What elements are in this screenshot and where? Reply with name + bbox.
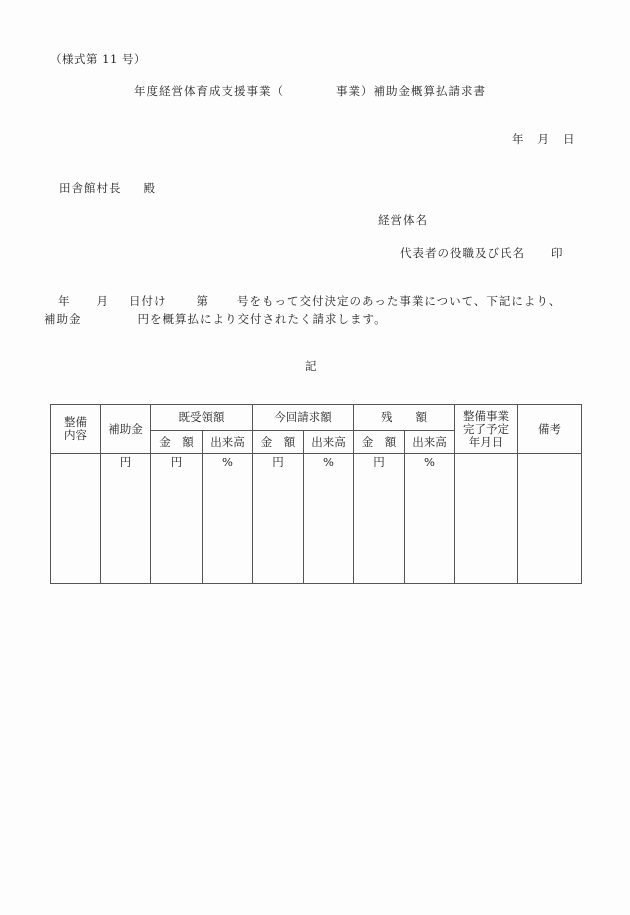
date-year-label: 年 (512, 132, 524, 146)
body-month: 月 (96, 294, 109, 308)
cell-received-progress-body[interactable] (203, 470, 253, 584)
header-current-amount: 金 額 (253, 431, 304, 454)
request-table (50, 404, 582, 584)
title-suffix: 事業）補助金概算払請求書 (336, 84, 486, 98)
body-year: 年 (58, 294, 71, 308)
request-body-line2 (44, 311, 387, 327)
cell-current-progress[interactable] (304, 454, 354, 471)
date-day-label: 日 (563, 132, 575, 146)
cell-completion-date[interactable] (455, 454, 518, 584)
representative-label: 代表者の役職及び氏名 (400, 246, 525, 260)
cell-remaining-progress[interactable] (405, 454, 455, 471)
header-subsidy: 補助金 (101, 405, 151, 454)
body-subsidy-label: 補助金 (44, 312, 82, 326)
addressee-name: 田舎館村長 (59, 181, 122, 195)
header-completion-date (455, 405, 518, 454)
representative-line (400, 245, 564, 261)
header-remaining: 残 額 (354, 405, 455, 431)
form-number: （様式第 11 号） (50, 52, 146, 66)
addressee-honorific: 殿 (143, 181, 156, 195)
request-body-line1 (58, 293, 561, 309)
cell-received-progress[interactable] (203, 454, 253, 471)
body-line1-rest: 号をもって交付決定のあった事業について、下記により、 (237, 294, 562, 308)
header-completion-line3: 年月日 (468, 434, 504, 449)
addressee (59, 180, 156, 196)
header-received: 既受領額 (151, 405, 253, 431)
header-remaining-progress: 出来高 (405, 431, 455, 454)
cell-subsidy[interactable] (101, 454, 151, 471)
unit-percent: % (323, 454, 334, 469)
unit-yen: 円 (119, 454, 132, 469)
header-item-line1: 整備 (64, 415, 87, 429)
cell-remaining-amount-body[interactable] (354, 470, 405, 584)
header-item-line2: 内容 (64, 428, 87, 442)
body-line2-rest: 円を概算払により交付されたく請求します。 (137, 312, 387, 326)
unit-percent: % (424, 454, 435, 469)
title-prefix: 年度経営体育成支援事業（ (134, 84, 284, 98)
table-header-row-1 (51, 405, 582, 431)
seal-mark: 印 (551, 246, 564, 260)
header-remarks: 備考 (518, 405, 582, 454)
cell-current-progress-body[interactable] (304, 470, 354, 584)
body-dai: 第 (196, 294, 209, 308)
cell-remaining-amount[interactable] (354, 454, 405, 471)
cell-received-amount[interactable] (151, 454, 203, 471)
cell-received-amount-body[interactable] (151, 470, 203, 584)
table-row (51, 454, 582, 471)
unit-percent: % (222, 454, 233, 469)
cell-remaining-progress-body[interactable] (405, 470, 455, 584)
body-day-dated: 日付け (129, 294, 167, 308)
entity-name-label: 経営体名 (378, 213, 428, 227)
header-current: 今回請求額 (253, 405, 354, 431)
cell-remarks[interactable] (518, 454, 582, 584)
header-item (51, 405, 101, 454)
ki-heading: 記 (305, 359, 317, 373)
date-month-label: 月 (537, 132, 549, 146)
header-completion-line1: 整備事業 (463, 408, 509, 423)
unit-yen: 円 (170, 454, 183, 469)
header-current-progress: 出来高 (304, 431, 354, 454)
cell-current-amount[interactable] (253, 454, 304, 471)
request-date (512, 131, 575, 147)
unit-yen: 円 (373, 454, 385, 469)
header-received-amount: 金 額 (151, 431, 203, 454)
unit-yen: 円 (272, 454, 284, 469)
header-completion-line2: 完了予定 (463, 421, 509, 436)
header-remaining-amount: 金 額 (354, 431, 405, 454)
document-title (134, 83, 486, 99)
cell-item[interactable] (51, 454, 101, 584)
header-received-progress: 出来高 (203, 431, 253, 454)
cell-subsidy-body[interactable] (101, 470, 151, 584)
cell-current-amount-body[interactable] (253, 470, 304, 584)
